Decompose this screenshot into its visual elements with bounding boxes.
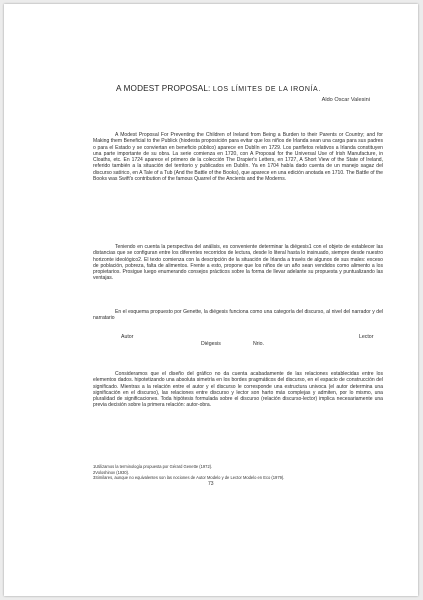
paragraph-1: A Modest Proposal For Preventing the Children of Ireland from Being a Burden to their Parents or Country; and for Making them Beneficial to the Publick (hiodesta proposición para evitar que los niños de Irlanda sean una carga para sus padres o para el Estado y se conviertan en beneficio público) aparece en Dublín en 1729. Los panfletos relativos a Irlanda constituyen una parte importante de su obra. La serie comienza en 1720, con A Proposal for the Universal Use of Irish Manufacture, in Cloaths, etc. En 1724 aparece el primero de la colección The Drapier's Letters, en 1727, A Short View of the State of Ireland, referido también a la situación del territorio y publicados en Dublín. Ya en 1704 había dado cuenta de un manejo sagaz del discurso satírico, en A Tale of a Tub (And the Battle of the Books), que aparece en una edición anotada en 1710. The Battle of the Books was Swift's contribution of the famous Quarrel of the Ancients and the Moderns. xyxy=(93,132,383,183)
paragraph-4: Consideramos que el diseño del gráfico no da cuenta acabadamente de las relaciones establecidas entre los elementos dados. hipotetizando una absoluta simetría en los bordes pragmáticos del discurso, en el espacio de construcción del significado. Mientras a la relación entre el autor y el discurso le corresponde una estructura univoca (el autor determina una significación en el discurso), las relaciones entre discurso y lector son harto más complejas y admiten, por lo mismo, una pluralidad de significaciones. Toda hipótesis formulada sobre el discurso (relación discurso-lector) implica necesariamente una previa decisión sobre la primera relación: autor-obra. xyxy=(93,371,383,409)
diagram-diegesis-label: Diégesis xyxy=(201,341,221,347)
communication-diagram xyxy=(93,334,383,354)
footnote-2: 2Voloshinov (1930). xyxy=(93,469,130,475)
diagram-autor-label: Autor xyxy=(121,334,134,340)
diagram-narratario-label: Nrio. xyxy=(253,341,264,347)
paragraph-2: Teniendo en cuenta la perspectiva del análisis, es conveniente determinar la diégesis1 con el objeto de establecer las distancias que se configuran entre los diferentes recorridos de lectura, desde lo literal hasta lo insinuado, siempre desde nuestro horizonte ideológico2. El texto comienza con la descripción de la situación de Irlanda a través de algunos de sus males: exceso de población, pobreza, falta de alimentos. Frente a esto, propone que los niños de un año sean vendidos como alimento a los propietarios. Prosigue luego enumerando consejos prácticos sobre la forma de llevar adelante su propuesta y puntualizando las ventajas. xyxy=(93,244,383,282)
footnote-3: 3Similares, aunque no equivalentes son las nociones de Autor Modelo y de Lector Modelo en Eco (1979). xyxy=(93,475,285,481)
page-number: 73 xyxy=(208,481,214,487)
author-name: Aldo Oscar Valesini xyxy=(321,97,370,103)
title-main: A MODEST PROPOSAL: xyxy=(116,84,213,93)
article-title xyxy=(116,84,386,93)
paragraph-3: En el esquema propuesto por Genette, la diégesis funciona como una categoría del discurso, al nivel del narrador y del narratario xyxy=(93,309,383,322)
footnote-1: 1Utilizamos la terminología propuesta por Gérard Genette (1972). xyxy=(93,464,213,469)
document-page xyxy=(4,4,418,596)
diagram-lector-label: Lector xyxy=(359,334,374,340)
title-subtitle: LOS LÍMITES DE LA IRONÍA. xyxy=(212,86,321,93)
footnotes xyxy=(93,464,393,481)
